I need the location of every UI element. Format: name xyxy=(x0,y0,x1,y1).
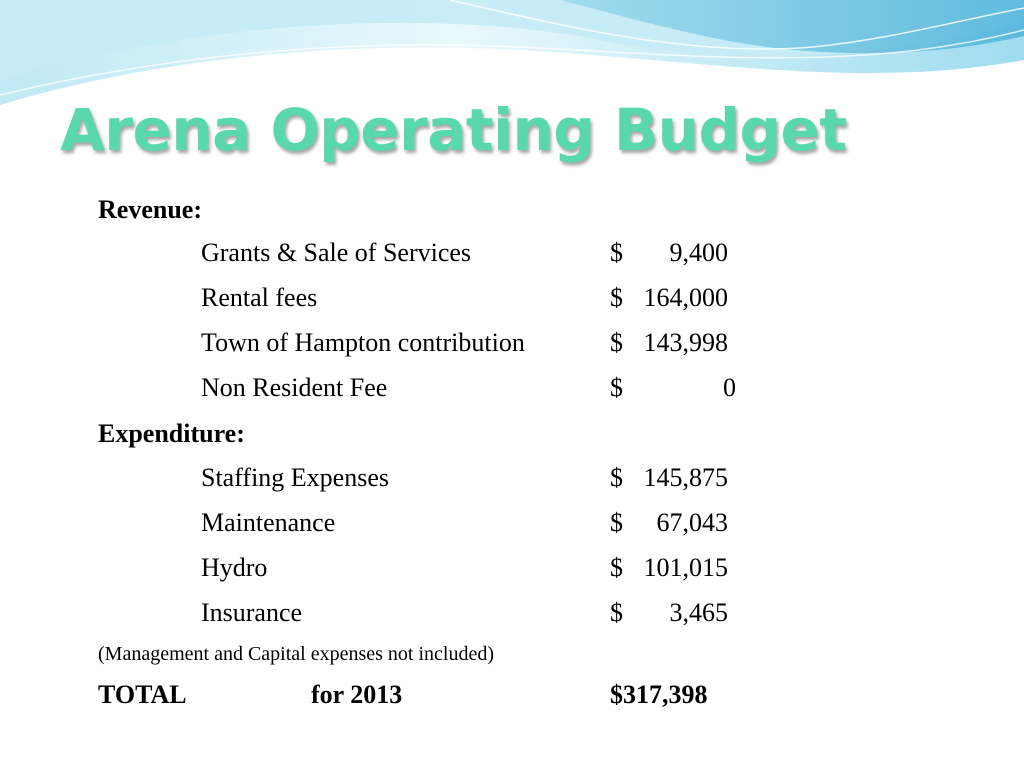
row-amount: 164,000 xyxy=(643,283,728,312)
slide-title: Arena Operating Budget xyxy=(60,96,847,164)
revenue-heading: Revenue: xyxy=(98,195,202,224)
row-currency: $ xyxy=(610,463,623,492)
total-label: TOTAL xyxy=(98,680,187,709)
row-label: Hydro xyxy=(201,553,268,582)
budget-note: (Management and Capital expenses not included) xyxy=(98,643,494,665)
row-label: Staffing Expenses xyxy=(201,463,389,492)
total-amount: $317,398 xyxy=(610,680,708,709)
row-currency: $ xyxy=(610,283,623,312)
budget-row xyxy=(0,458,1024,498)
row-currency: $ xyxy=(610,598,623,627)
budget-row xyxy=(0,593,1024,633)
row-amount: 67,043 xyxy=(656,508,728,537)
row-currency: $ xyxy=(610,508,623,537)
budget-row xyxy=(0,323,1024,363)
row-currency: $ xyxy=(610,238,623,267)
budget-row xyxy=(0,278,1024,318)
row-currency: $ xyxy=(610,553,623,582)
expenditure-heading: Expenditure: xyxy=(98,419,245,448)
note-row xyxy=(0,634,1024,674)
row-amount: 0 xyxy=(723,373,736,402)
row-amount: 143,998 xyxy=(643,328,728,357)
budget-row xyxy=(0,368,1024,408)
row-amount: 145,875 xyxy=(643,463,728,492)
revenue-heading-row xyxy=(0,190,1024,230)
budget-row xyxy=(0,548,1024,588)
row-label: Maintenance xyxy=(201,508,336,537)
row-label: Town of Hampton contribution xyxy=(201,328,525,357)
total-row xyxy=(0,675,1024,715)
total-period: for 2013 xyxy=(311,680,403,709)
row-label: Insurance xyxy=(201,598,303,627)
row-currency: $ xyxy=(610,328,623,357)
row-label: Grants & Sale of Services xyxy=(201,238,472,267)
budget-row xyxy=(0,233,1024,273)
budget-row xyxy=(0,503,1024,543)
row-amount: 9,400 xyxy=(669,238,728,267)
row-amount: 3,465 xyxy=(669,598,728,627)
row-amount: 101,015 xyxy=(643,553,728,582)
expenditure-heading-row xyxy=(0,414,1024,454)
row-label: Non Resident Fee xyxy=(201,373,388,402)
row-currency: $ xyxy=(610,373,623,402)
row-label: Rental fees xyxy=(201,283,318,312)
